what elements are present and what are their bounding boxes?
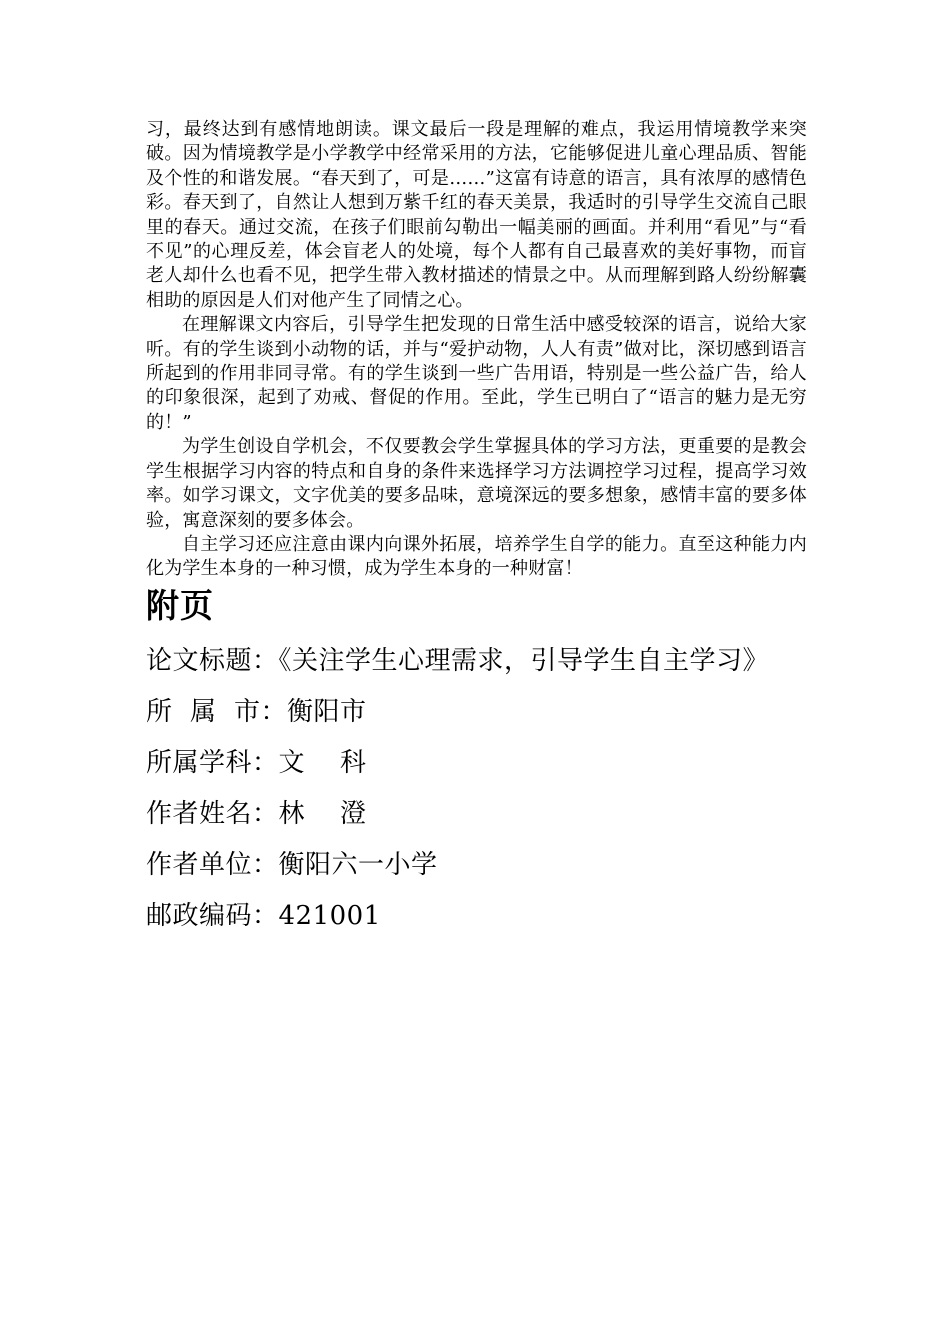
body-text (146, 118, 807, 582)
appendix-info (146, 636, 807, 942)
author-name-row: 作者姓名：林 澄 (146, 798, 367, 829)
paragraph-1: 习，最终达到有感情地朗读。课文最后一段是理解的难点，我运用情境教学来突破。因为情境教学是小学教学中经常采用的方法，它能够促进儿童心理品质、智能及个性的和谐发展。“春天到了，可是……”这富有诗意的语言，具有浓厚的感情色彩。春天到了，自然让人想到万紫千红的春天美景，我适时的引导学生交流自己眼里的春天。通过交流，在孩子们眼前勾勒出一幅美丽的画面。并利用“看见”与“看不见”的心理反差，体会盲老人的处境，每个人都有自己最喜欢的美好事物，而盲老人却什么也看不见，把学生带入教材描述的情景之中。从而理解到路人纷纷解囊相助的原因是人们对他产生了同情之心。 (146, 119, 807, 311)
city-row: 所 属 市：衡阳市 (146, 696, 367, 727)
document-page (146, 118, 807, 942)
postal-code-row: 邮政编码：421001 (146, 900, 381, 931)
paragraph-3: 为学生创设自学机会，不仅要教会学生掌握具体的学习方法，更重要的是教会学生根据学习内容的特点和自身的条件来选择学习方法调控学习过程，提高学习效率。如学习课文，文字优美的要多品味，意境深远的要多想象，感情丰富的要多体验，寓意深刻的要多体会。 (146, 436, 807, 531)
paragraph-2: 在理解课文内容后，引导学生把发现的日常生活中感受较深的语言，说给大家听。有的学生谈到小动物的话，并与“爱护动物，人人有责”做对比，深切感到语言所起到的作用非同寻常。有的学生谈到一些广告用语，特别是一些公益广告，给人的印象很深，起到了劝戒、督促的作用。至此，学生已明白了“语言的魅力是无穷的！” (146, 314, 807, 433)
paragraph-4: 自主学习还应注意由课内向课外拓展，培养学生自学的能力。直至这种能力内化为学生本身的一种习惯，成为学生本身的一种财富！ (146, 533, 807, 580)
appendix-heading: 附页 (146, 585, 214, 625)
subject-row: 所属学科：文 科 (146, 747, 367, 778)
paper-title-row: 论文标题：《关注学生心理需求，引导学生自主学习》 (146, 645, 770, 676)
author-unit-row: 作者单位：衡阳六一小学 (146, 849, 438, 880)
